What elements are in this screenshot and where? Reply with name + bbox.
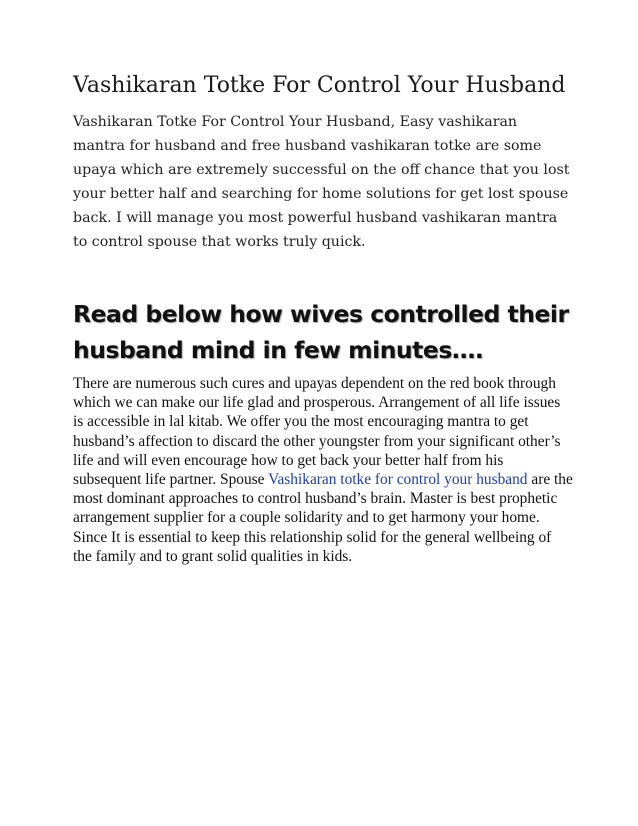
page-title: Vashikaran Totke For Control Your Husband	[73, 73, 566, 98]
vashikaran-totke-link[interactable]: Vashikaran totke for control your husband	[268, 471, 528, 489]
body-paragraph	[73, 374, 573, 566]
body-text-after-link: are the most dominant approaches to control husband’s brain. Master is best prophetic arrangement supplier for a couple solidarity and to get harmony your home. Since It is essential to keep this relationship solid for the general wellbeing of the family and to grant solid qualities in kids.	[73, 471, 573, 565]
body-text-before-link: There are numerous such cures and upayas dependent on the red book through which we can make our life glad and prosperous. Arrangement of all life issues is accessible in lal kitab. We offer you the most encouraging mantra to get husband’s affection to discard the other youngster from your significant other’s life and will even encourage how to get back your better half from his subsequent life partner. Spouse	[73, 375, 561, 489]
section-heading: Read below how wives controlled their husband mind in few minutes….	[73, 300, 569, 364]
document-page	[73, 70, 573, 566]
intro-paragraph: Vashikaran Totke For Control Your Husband, Easy vashikaran mantra for husband and free husband vashikaran totke are some upaya which are extremely successful on the off chance that you lost your better half and searching for home solutions for get lost spouse back. I will manage you most powerful husband vashikaran mantra to control spouse that works truly quick.	[73, 114, 570, 250]
